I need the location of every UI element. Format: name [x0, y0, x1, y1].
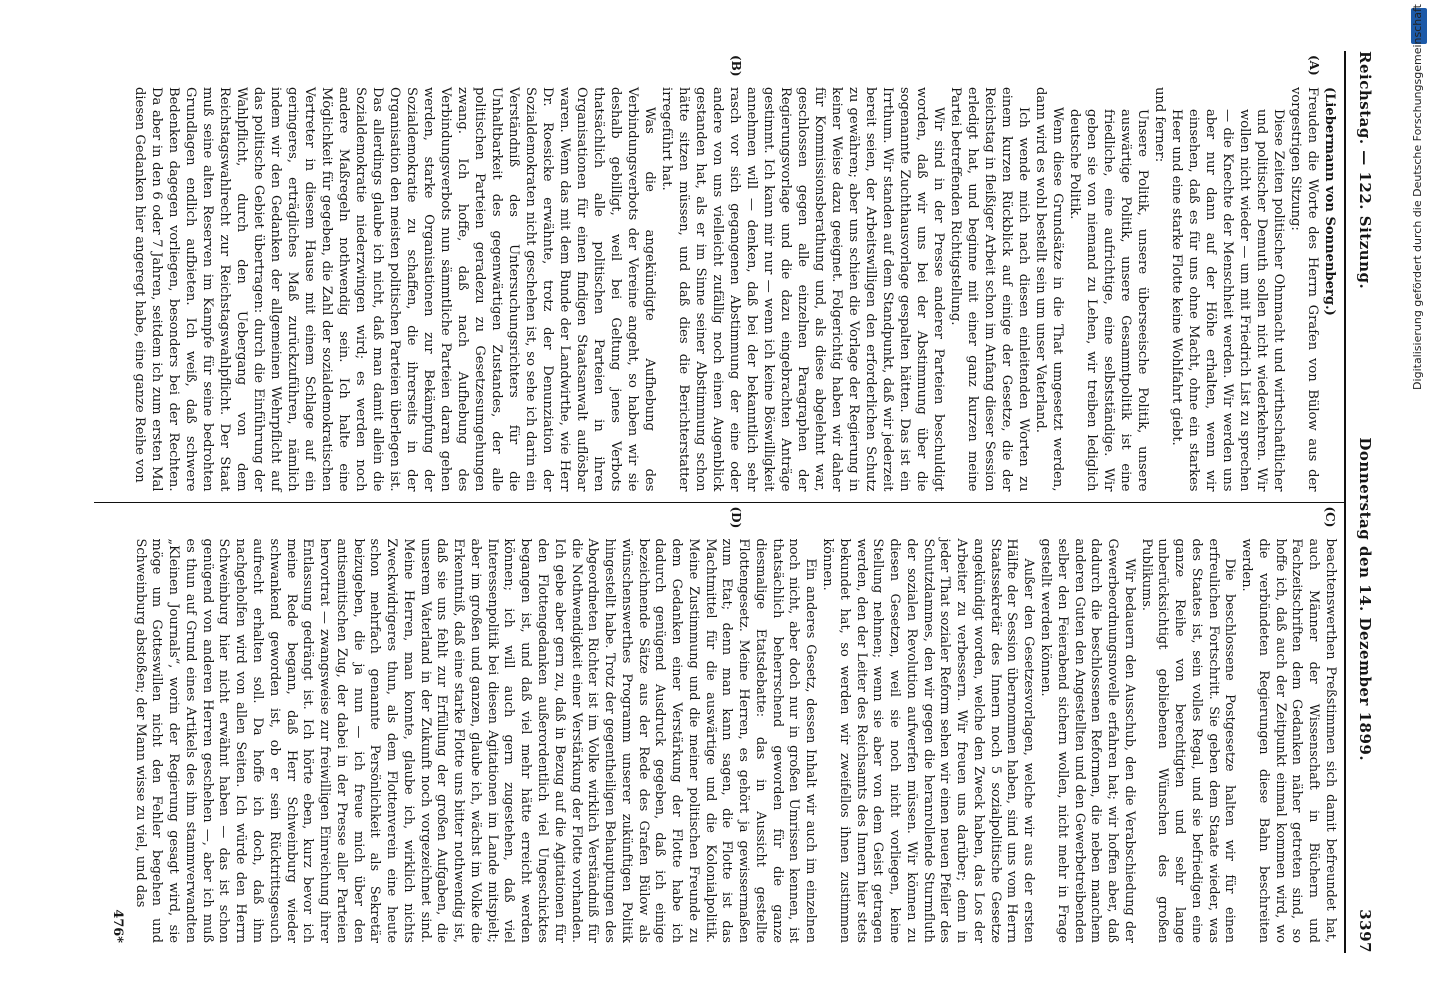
header-date: Donnerstag den 14. Dezember 1899. — [1356, 437, 1374, 762]
paragraph: Ich wende mich nach diesen einleitenden Worten zu einem kurzen Rückblick auf einige der Gesetze, die der Reichstag in fleißiger Arbeit schon im Anfang dieser Session erledigt hat, und beginne mit einer ganz kurzen meine Partei betreffenden Richtigstellung. — [948, 87, 1031, 492]
paragraph: Freuden die Worte des Herrn Grafen von Bülow aus der vorgestrigen Sitzung: — [1288, 87, 1320, 492]
margin-mark-a: (A) — [1307, 55, 1321, 76]
funding-note: Digitalisierung gefördert durch die Deutsche Forschungsgemeinschaft — [1411, 4, 1424, 390]
text-columns — [94, 51, 1346, 953]
page-number: 3397 — [1356, 909, 1374, 953]
running-head — [1350, 51, 1376, 953]
margin-mark-b: (B) — [729, 55, 743, 77]
paragraph: Wir bedauern den Ausschub, den die Verabschiedung der Gewerbeordnungsnovelle erfahren hat; wir hoffen aber, daß dadurch die beschlossenen Reformen, die neben manchem anderen Guten den Angestellten und den Gewerbetreibenden selber den Feierabend sichern wollen, nicht mehr in Frage gestellt werden können. — [1037, 538, 1137, 943]
margin-mark-c: (C) — [1323, 506, 1337, 528]
paragraph: Ein anderes Gesetz, dessen Inhalt wir auch im einzelnen noch nicht, aber doch nur in großen Umrissen kennen, ist thatsächlich beherrschend geworden für die ganze diesmalige Etatsdebatte: das in Aussicht gestellte Flottengesetz. Meine Herren, es gehört ja gewissermaßen zum Etat; denn man kann sagen, die Flotte ist das Machtmittel für die auswärtige und die Kolonialpolitik. Meine Zustimmung und die meiner politischen Freunde zu dem Gedanken einer Verstärkung der Flotte habe ich dadurch genügend Ausdruck gegeben, daß ich einige bezeichnende Sätze aus der Rede des Grafen Bülow als wünschenswerthes Programm unserer zukünftigen Politik hingestellt habe. Trotz der gegentheiligen Behauptungen des Abgeordneten Richter ist im Volke wirklich Verständniß für die Nothwendigkeit einer Verstärkung der Flotte vorhanden. Ich gebe aber gern zu, daß in Bezug auf die Agitationen für den Flottengedanken außerordentlich viel Ungeschicktes begangen ist, und daß viel mehr hätte erreicht werden können; ich will auch gern zugestehen, daß viel Interessenpolitik bei diesen Agitationen im Lande mitspielt; aber im großen und ganzen, glaube ich, wächst im Volke die Erkenntniß, daß eine starke Flotte uns bitter nothwendig ist, daß sie uns fehlt zur Erfüllung der großen Aufgaben, die unserem Vaterland in der Zukunft noch vorgezeichnet sind. Meine Herren, man konnte, glaube ich, wirklich nichts Zweckwidrigeres thun, als dem Flottenverein eine heute schon mehrfach genannte Persönlichkeit als Sekretär beizugeben, die ja nun — ich freue mich über den antisemitischen Zug, der dabei in der Presse aller Parteien hervortrat — zwangsweise zur freiwilligen Einreichung ihrer Entlassung gedrängt ist. Ich hörte eben, kurz bevor ich meine Rede begann, daß Herr Schweinburg wieder schwankend geworden ist, ob er sein Rücktrittsgesuch aufrecht erhalten soll. Da hoffe ich doch, daß ihm nachgeholfen wird von allen Seiten. Ich würde den Herrn Schweinburg hier nicht erwähnt haben — das ist schon genügend von anderen Herren geschehen —, aber ich muß es thun auf Grund eines Artikels des ihm stammverwandten „Kleinen Journals“, worin der Regierung gesagt wird, sie möge um Gotteswillen nicht den Fehler begehen und Schweinburg abstoßen; der Mann wisse zu viel, und das — [132, 538, 819, 943]
document-page — [76, 39, 1376, 969]
left-column — [94, 51, 1344, 502]
paragraph: und ferner: — [1152, 87, 1167, 163]
right-column — [94, 502, 1344, 954]
speaker-name: (Liebermann von Sonnenberg.) — [1322, 87, 1337, 316]
margin-mark-d: (D) — [729, 506, 743, 529]
paragraph: Wenn diese Grundsätze in die That umgesetzt werden, dann wird es wohl bestellt sein um unser Vaterland. — [1033, 87, 1065, 492]
quote-paragraph: Unsere Politik, unsere überseeische Politik, unsere auswärtige Politik, unsere Gesammtpolitik ist eine friedliche, eine aufrichtige, eine selbstständige. Wir geben sie von niemand zu Lehen, wir treiben lediglich deutsche Politik. — [1067, 109, 1150, 492]
digitization-sidebar — [1404, 2, 1432, 998]
quote-paragraph: Diese Zeiten politischer Ohnmacht und wirthschaftlicher und politischer Demuth sollen nicht wiederkehren. Wir wollen nicht wieder — um mit Friedrich List zu sprechen — die Knechte der Menschheit werden. Wir werden uns aber nur dann auf der Höhe erhalten, wenn wir einsehen, daß es für uns ohne Macht, ohne ein starkes Heer und eine starke Flotte keine Wohlfahrt giebt. — [1169, 109, 1286, 492]
paragraph: Außer den Gesetzesvorlagen, welche wir aus der ersten Hälfte der Session übernommen haben, sind uns vom Herrn Staatssekretär des Innern noch 5 sozialpolitische Gesetze angekündigt worden, welche den Zweck haben, das Los der Arbeiter zu verbessern. Wir freuen uns darüber; denn in jeder That sozialer Reform sehen wir einen neuen Pfeiler des Schutzdammes, den wir gegen die heranrollende Sturmfluth der sozialen Revolution aufwerfen müssen. Wir können zu diesen Gesetzen, weil sie noch nicht vorliegen, keine Stellung nehmen; wenn sie aber von dem Geist getragen werden, den der Leiter des Reichsamts des Innern hier stets bekundet hat, so werden wir zweifellos ihnen zustimmen können. — [820, 538, 1037, 943]
header-left: Reichstag. — 122. Sitzung. — [1356, 51, 1374, 290]
sheet-signature: 476* — [109, 909, 125, 943]
paragraph: Die beschlossene Postgesetze halten wir für einen erfreulichen Fortschritt. Sie geben dem Staate wieder, was des Staates ist, sein volles Regal, und sie befriedigen eine ganze Reihe von berechtigten und sehr lange unberücksichtigt gebliebenen Wünschen des großen Publikums. — [1138, 538, 1238, 943]
paragraph: beachtenswerthen Preßstimmen sich damit befreundet hat, auch Männer der Wissenschaft in Büchern und Fachzeitschriften dem Gedanken näher getreten sind, so hoffe ich, daß auch der Zeitpunkt einmal kommen wird, wo die verbündeten Regierungen diese Bahn beschreiten werden. — [1239, 538, 1338, 943]
paragraph: Wir sind in der Presse anderer Parteien beschuldigt worden, daß wir uns bei der Abstimmung über die sogenannte Zuchthausvorlage gespalten hätten. Das ist ein Irrthum. Wir standen auf dem Standpunkt, daß wir jederzeit bereit seien, der Arbeitswilligen den erforderlichen Schutz zu gewähren; aber uns schien die Vorlage der Regierung in keiner Weise dazu geeignet. Folgerichtig haben wir daher für Kommissionsberathung und, als diese abgelehnt war, geschlossen gegen alle einzelnen Paragraphen der Regierungsvorlage und die dazu eingebrachten Anträge gestimmt. Ich kann mir nur — wenn ich keine Böswilligkeit annehmen will — denken, daß bei der bekanntlich sehr rasch vor sich gegangenen Abstimmung der eine oder andere von uns vielleicht zufällig noch einen Augenblick gestanden hat, als er im Sinne seiner Abstimmung schon hätte sitzen müssen, und daß dies die Berichterstatter irregeführt hat. — [659, 87, 946, 492]
paragraph: Was die angekündigte Aufhebung des Verbindungsverbots der Vereine angeht, so haben wir sie deshalb gebilligt, weil bei Geltung jenes Verbots thatsächlich alle politischen Parteien in ihren Organisationen für einen findigen Staatsanwalt auflösbar waren. Wenn das mit dem Bunde der Landwirthe, wie Herr Dr. Roesicke erwähnte, trotz der Denunziation der Sozialdemokraten nicht geschehen ist, so sehe ich darin ein Verständniß des Untersuchungsrichters für die Unhaltbarkeit des gegenwärtigen Zustandes, der alle politischen Parteien geradezu zu Gesetzesumgehungen zwang. Ich hoffe, daß nach Aufhebung des Verbindungsverbots nun sämmtliche Parteien daran gehen werden, starke Organisationen zur Bekämpfung der Sozialdemokratie zu schaffen, die ihrerseits in der Organisation den meisten politischen Parteien überlegen ist. Das allerdings glaube ich nicht, daß man damit allein die Sozialdemokratie niederzwingen wird; es werden noch andere Maßregeln nothwendig sein. Ich halte eine Möglichkeit für gegeben, die Zahl der sozialdemokratischen Vertreter in diesem Hause mit einem Schlage auf ein geringeres, erträgliches Maß zurückzuführen, nämlich indem wir den Gedanken der allgemeinen Wehrpflicht auf das politische Gebiet übertragen: durch die Einführung der Wahlpflicht, durch den Uebergang von dem Reichstagswahlrecht zur Reichstagswahlpflicht. Der Staat muß seine alten Reserven im Kampfe für seine bedrohten Grundlagen endlich aufbieten. Ich weiß, daß schwere Bedenken dagegen vorliegen, besonders bei der Rechten. Da aber in den 6 oder 7 Jahren, seitdem ich zum ersten Mal diesen Gedanken hier angeregt habe, eine ganze Reihe von — [132, 87, 657, 492]
